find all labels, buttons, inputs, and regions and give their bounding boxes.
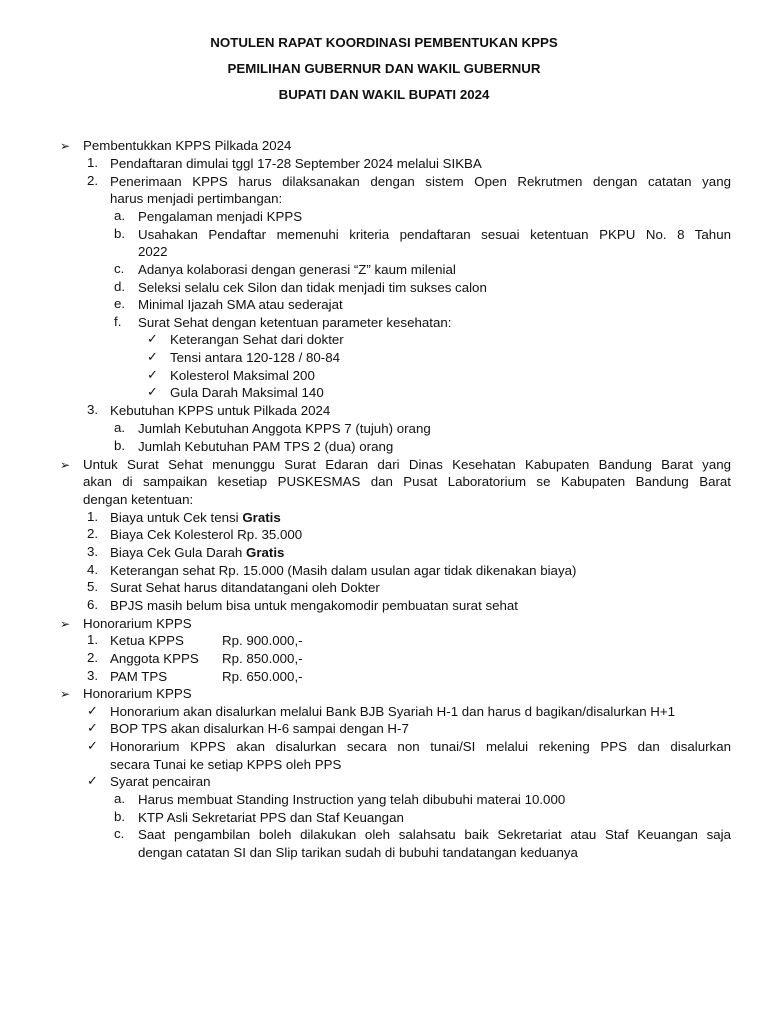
list-item: Penerimaan KPPS harus dilaksanakan dengan sistem Open Rekrutmen dengan catatan yang xyxy=(110,174,731,189)
checklist-item-continuation: secara Tunai ke setiap KPPS oleh PPS xyxy=(110,757,342,772)
sublist-letter: d. xyxy=(114,279,126,294)
list-item: Surat Sehat harus ditandatangani oleh Dokter xyxy=(110,580,380,595)
list-number: 6. xyxy=(87,597,99,612)
checklist-item: Gula Darah Maksimal 140 xyxy=(170,385,324,400)
checklist-item: Keterangan Sehat dari dokter xyxy=(170,332,344,347)
sublist-letter: b. xyxy=(114,809,126,824)
sublist-letter: c. xyxy=(114,261,125,276)
sublist-item: Saat pengambilan boleh dilakukan oleh salahsatu baik Sekretariat atau Staf Keuangan saja xyxy=(138,827,731,842)
checklist-item: BOP TPS akan disalurkan H-6 sampai dengan H-7 xyxy=(110,721,409,736)
sublist-letter: b. xyxy=(114,226,126,241)
check-icon: ✓ xyxy=(147,384,158,399)
list-item: BPJS masih belum bisa untuk mengakomodir pembuatan surat sehat xyxy=(110,598,518,613)
list-number: 3. xyxy=(87,402,99,417)
document-title-line-3: BUPATI DAN WAKIL BUPATI 2024 xyxy=(278,87,490,102)
check-icon: ✓ xyxy=(87,703,98,718)
list-number: 2. xyxy=(87,173,99,188)
checklist-item: Honorarium akan disalurkan melalui Bank BJB Syariah H-1 dan harus d bagikan/disalurkan H+1 xyxy=(110,704,676,719)
sublist-letter: c. xyxy=(114,826,125,841)
checklist-item: Honorarium KPPS akan disalurkan secara non tunai/SI melalui rekening PPS dan disalurkan xyxy=(110,739,731,754)
sublist-item: Adanya kolaborasi dengan generasi “Z” kaum milenial xyxy=(138,262,456,277)
list-number: 2. xyxy=(87,526,99,541)
check-icon: ✓ xyxy=(147,331,158,346)
list-number: 1. xyxy=(87,632,99,647)
list-item: Biaya Cek Kolesterol Rp. 35.000 xyxy=(110,527,303,542)
section-2-paragraph-line: Untuk Surat Sehat menunggu Surat Edaran dari Dinas Kesehatan Kabupaten Bandung Barat yang xyxy=(83,457,731,472)
honorarium-role: Ketua KPPS xyxy=(110,633,184,648)
sublist-item-continuation: dengan catatan SI dan Slip tarikan sudah di bubuhi tandatangan keduanya xyxy=(138,845,578,860)
list-number: 5. xyxy=(87,579,99,594)
sublist-item: Pengalaman menjadi KPPS xyxy=(138,209,303,224)
sublist-letter: f. xyxy=(114,314,122,329)
check-icon: ✓ xyxy=(147,349,158,364)
list-item-text: Biaya Cek Gula Darah xyxy=(110,545,246,560)
honorarium-amount: Rp. 650.000,- xyxy=(222,669,303,684)
checklist-item: Syarat pencairan xyxy=(110,774,211,789)
check-icon: ✓ xyxy=(87,773,98,788)
list-item-text: Biaya untuk Cek tensi xyxy=(110,510,243,525)
sublist-item: Jumlah Kebutuhan PAM TPS 2 (dua) orang xyxy=(138,439,394,454)
honorarium-amount: Rp. 900.000,- xyxy=(222,633,303,648)
checklist-item: Tensi antara 120-128 / 80-84 xyxy=(170,350,341,365)
list-number: 1. xyxy=(87,509,99,524)
sublist-letter: a. xyxy=(114,420,126,435)
document-title-line-2: PEMILIHAN GUBERNUR DAN WAKIL GUBERNUR xyxy=(227,61,541,76)
arrow-bullet-icon: ➢ xyxy=(60,617,71,631)
honorarium-role: Anggota KPPS xyxy=(110,651,199,666)
sublist-item: Surat Sehat dengan ketentuan parameter kesehatan: xyxy=(138,315,452,330)
section-2-paragraph-line: dengan ketentuan: xyxy=(83,492,194,507)
sublist-item: KTP Asli Sekretariat PPS dan Staf Keuangan xyxy=(138,810,404,825)
list-number: 3. xyxy=(87,544,99,559)
sublist-item: Minimal Ijazah SMA atau sederajat xyxy=(138,297,343,312)
emphasis-text: Gratis xyxy=(242,510,281,525)
sublist-item: Harus membuat Standing Instruction yang telah dibubuhi materai 10.000 xyxy=(138,792,566,807)
section-3-heading: Honorarium KPPS xyxy=(83,616,192,631)
list-number: 2. xyxy=(87,650,99,665)
arrow-bullet-icon: ➢ xyxy=(60,139,71,153)
document-title-line-1: NOTULEN RAPAT KOORDINASI PEMBENTUKAN KPPS xyxy=(210,35,558,50)
sublist-item: Usahakan Pendaftar memenuhi kriteria pendaftaran sesuai ketentuan PKPU No. 8 Tahun xyxy=(138,227,731,242)
list-item: Pendaftaran dimulai tggl 17-28 September 2024 melalui SIKBA xyxy=(110,156,482,171)
list-item xyxy=(110,544,284,562)
sublist-letter: a. xyxy=(114,208,126,223)
list-item: Kebutuhan KPPS untuk Pilkada 2024 xyxy=(110,403,331,418)
sublist-item: Seleksi selalu cek Silon dan tidak menjadi tim sukses calon xyxy=(138,280,487,295)
sublist-item: Jumlah Kebutuhan Anggota KPPS 7 (tujuh) orang xyxy=(138,421,431,436)
checklist-item: Kolesterol Maksimal 200 xyxy=(170,368,315,383)
sublist-letter: b. xyxy=(114,438,126,453)
list-item: Keterangan sehat Rp. 15.000 (Masih dalam usulan agar tidak dikenakan biaya) xyxy=(110,563,577,578)
section-4-heading: Honorarium KPPS xyxy=(83,686,192,701)
list-number: 1. xyxy=(87,155,99,170)
list-item-continuation: harus menjadi pertimbangan: xyxy=(110,191,283,206)
list-item xyxy=(110,509,281,527)
list-number: 3. xyxy=(87,668,99,683)
section-2-paragraph-line: akan di sampaikan kesetiap PUSKESMAS dan Pusat Laboratorium se Kabupaten Bandung Barat xyxy=(83,474,731,489)
honorarium-role: PAM TPS xyxy=(110,669,168,684)
check-icon: ✓ xyxy=(87,738,98,753)
emphasis-text: Gratis xyxy=(246,545,285,560)
arrow-bullet-icon: ➢ xyxy=(60,687,71,701)
honorarium-amount: Rp. 850.000,- xyxy=(222,651,303,666)
arrow-bullet-icon: ➢ xyxy=(60,458,71,472)
list-number: 4. xyxy=(87,562,99,577)
check-icon: ✓ xyxy=(147,367,158,382)
sublist-letter: a. xyxy=(114,791,126,806)
sublist-letter: e. xyxy=(114,296,126,311)
sublist-item-continuation: 2022 xyxy=(138,244,168,259)
section-1-heading: Pembentukkan KPPS Pilkada 2024 xyxy=(83,138,292,153)
check-icon: ✓ xyxy=(87,720,98,735)
